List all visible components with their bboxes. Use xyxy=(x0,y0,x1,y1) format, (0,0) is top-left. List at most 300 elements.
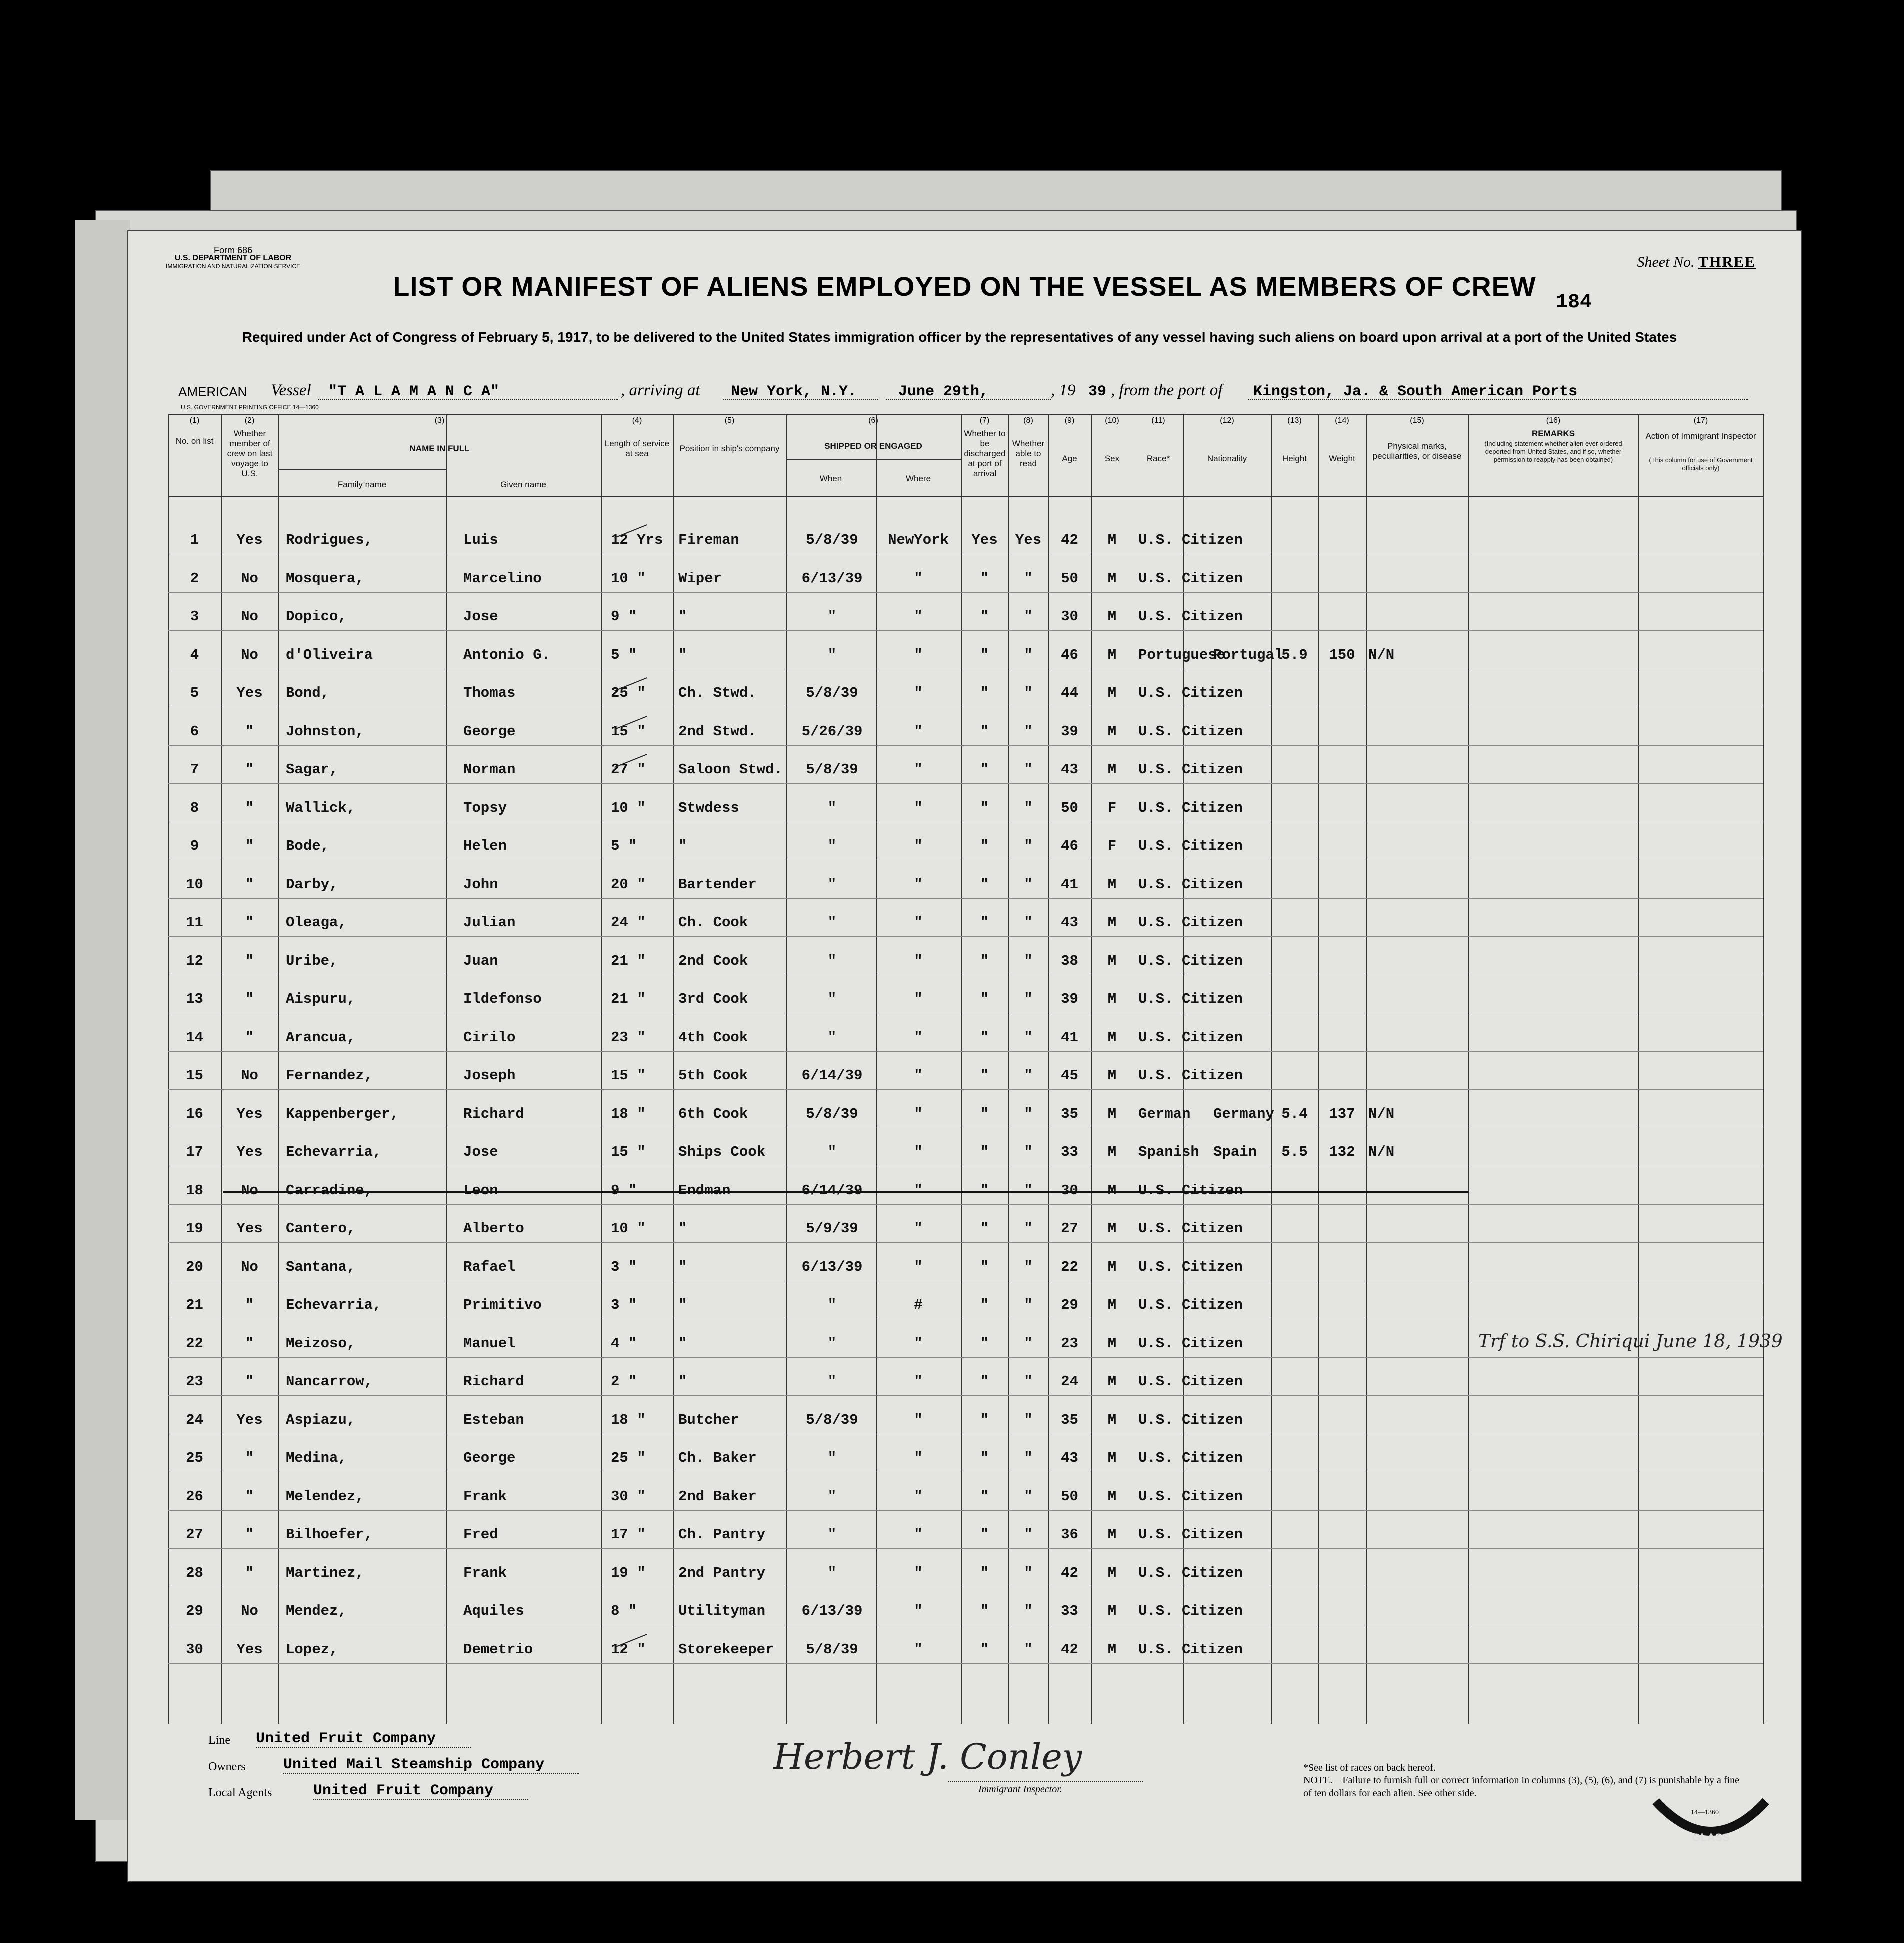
service-length: 24 " xyxy=(611,914,646,931)
family-name: d'Oliveira xyxy=(286,646,374,663)
col16-header: REMARKS xyxy=(1532,429,1575,438)
document-title: LIST OR MANIFEST OF ALIENS EMPLOYED ON THE VESSEL AS MEMBERS OF CREW xyxy=(393,272,1536,302)
col11-header: Race* xyxy=(1146,454,1170,463)
row-number: 10 xyxy=(186,876,204,893)
given-name: Richard xyxy=(464,1105,524,1122)
line-value: United Fruit Company xyxy=(256,1730,471,1748)
to-be-discharged: " xyxy=(980,1067,990,1084)
shipped-when: " xyxy=(828,1373,837,1390)
given-name: Aquiles xyxy=(464,1603,524,1619)
service-length: 18 " xyxy=(611,1411,646,1428)
position: 2nd Baker xyxy=(678,1488,757,1505)
service-length: 15 " xyxy=(611,723,646,740)
sex: F xyxy=(1108,838,1117,854)
sex: M xyxy=(1108,608,1117,625)
col7-header: Whether to be discharged at port of arrival xyxy=(964,429,1006,478)
col14-header: Weight xyxy=(1329,454,1356,463)
weight: 137 xyxy=(1329,1105,1356,1122)
sex: M xyxy=(1108,1641,1117,1658)
from-port-label: , from the port of xyxy=(1111,381,1223,399)
position: " xyxy=(678,1297,688,1313)
service-length: 23 " xyxy=(611,1029,646,1046)
age: 50 xyxy=(1061,799,1078,816)
form-number: Form 686 xyxy=(214,245,253,255)
col17-subheader: (This column for use of Government officials only) xyxy=(1649,456,1753,472)
able-to-read: " xyxy=(1024,1067,1033,1084)
position: " xyxy=(678,646,688,663)
shipped-when: 6/13/39 xyxy=(802,570,863,587)
arriving-label: , arriving at xyxy=(621,381,700,399)
age: 39 xyxy=(1061,991,1078,1007)
vessel-label: Vessel xyxy=(271,381,312,399)
shipped-when: " xyxy=(828,1144,837,1160)
able-to-read: " xyxy=(1024,1105,1033,1122)
position: Ch. Cook xyxy=(678,914,748,931)
position: Utilityman xyxy=(678,1603,766,1619)
col12-number: (12) xyxy=(1220,416,1234,425)
inspector-signature: Herbert J. Conley xyxy=(774,1736,1082,1777)
able-to-read: " xyxy=(1024,1144,1033,1160)
age: 36 xyxy=(1061,1526,1078,1543)
family-name: Mosquera, xyxy=(286,570,364,587)
to-be-discharged: " xyxy=(980,608,990,625)
col5-header: Position in ship's company xyxy=(680,444,780,453)
owners-label: Owners xyxy=(208,1760,246,1773)
race: U.S. Citizen xyxy=(1138,914,1243,931)
position: Ships Cook xyxy=(678,1144,766,1160)
shipped-where: " xyxy=(914,608,923,625)
col6-header: SHIPPED OR ENGAGED xyxy=(824,441,922,451)
given-name: Helen xyxy=(464,838,508,854)
col9-number: (9) xyxy=(1064,416,1075,425)
sex: M xyxy=(1108,646,1117,663)
sheet-number xyxy=(1637,254,1756,271)
service-length: 21 " xyxy=(611,952,646,969)
able-to-read: " xyxy=(1024,799,1033,816)
race: U.S. Citizen xyxy=(1138,1488,1243,1505)
able-to-read: " xyxy=(1024,1182,1033,1199)
able-to-read: " xyxy=(1024,685,1033,701)
given-name: Manuel xyxy=(464,1335,516,1352)
family-name: Melendez, xyxy=(286,1488,364,1505)
to-be-discharged: " xyxy=(980,838,990,854)
service-length: 15 " xyxy=(611,1067,646,1084)
race: U.S. Citizen xyxy=(1138,1182,1243,1199)
shipped-when: 5/8/39 xyxy=(806,1105,858,1122)
given-name: George xyxy=(464,1450,516,1466)
col5-number: (5) xyxy=(724,416,735,425)
sex: M xyxy=(1108,1373,1117,1390)
given-name: Frank xyxy=(464,1564,508,1581)
race: Portuguese xyxy=(1138,646,1226,663)
service-name: IMMIGRATION AND NATURALIZATION SERVICE xyxy=(166,263,301,270)
last-voyage: No xyxy=(241,1258,258,1275)
row-number: 19 xyxy=(186,1220,204,1237)
able-to-read: " xyxy=(1024,1220,1033,1237)
age: 33 xyxy=(1061,1144,1078,1160)
nationality: Spain xyxy=(1214,1144,1258,1160)
given-name: Cirilo xyxy=(464,1029,516,1046)
last-voyage: " xyxy=(245,1450,254,1466)
last-voyage: " xyxy=(245,991,254,1007)
position: Storekeeper xyxy=(678,1641,774,1658)
col16-subheader: (Including statement whether alien ever ordered deported from United States, and if so, whether permission to reapply has been obtained) xyxy=(1484,440,1622,463)
service-length: 25 " xyxy=(611,1450,646,1466)
to-be-discharged: " xyxy=(980,1488,990,1505)
manifest-sheet xyxy=(128,230,1802,1882)
position: Ch. Stwd. xyxy=(678,685,757,701)
shipped-where: " xyxy=(914,1373,923,1390)
position: Saloon Stwd. xyxy=(678,761,783,778)
able-to-read: " xyxy=(1024,1373,1033,1390)
age: 23 xyxy=(1061,1335,1078,1352)
service-length: 2 " xyxy=(611,1373,638,1390)
race: U.S. Citizen xyxy=(1138,761,1243,778)
sheet-number-label: Sheet No. xyxy=(1637,254,1695,270)
sex: M xyxy=(1108,1182,1117,1199)
sex: M xyxy=(1108,685,1117,701)
row-number: 14 xyxy=(186,1029,204,1046)
from-port: Kingston, Ja. & South American Ports xyxy=(1254,383,1578,400)
service-length: 3 " xyxy=(611,1258,638,1275)
vessel-name: "T A L A M A N C A" xyxy=(328,383,500,400)
race: U.S. Citizen xyxy=(1138,1220,1243,1237)
given-name: Rafael xyxy=(464,1258,516,1275)
service-length: 20 " xyxy=(611,876,646,893)
to-be-discharged: " xyxy=(980,1411,990,1428)
family-name: Oleaga, xyxy=(286,914,347,931)
last-voyage: " xyxy=(245,799,254,816)
last-voyage: " xyxy=(245,1526,254,1543)
shipped-where: " xyxy=(914,1067,923,1084)
shipped-when: " xyxy=(828,952,837,969)
service-length: 3 " xyxy=(611,1297,638,1313)
sex: M xyxy=(1108,570,1117,587)
able-to-read: " xyxy=(1024,1258,1033,1275)
shipped-when: " xyxy=(828,1450,837,1466)
shipped-where: " xyxy=(914,685,923,701)
to-be-discharged: " xyxy=(980,799,990,816)
age: 43 xyxy=(1061,914,1078,931)
row-number: 21 xyxy=(186,1297,204,1313)
shipped-when: " xyxy=(828,914,837,931)
sex: M xyxy=(1108,952,1117,969)
age: 24 xyxy=(1061,1373,1078,1390)
agents-value: United Fruit Company xyxy=(314,1782,528,1800)
row-divider xyxy=(168,1663,1764,1664)
row-number: 13 xyxy=(186,991,204,1007)
shipped-where: " xyxy=(914,646,923,663)
sex: M xyxy=(1108,914,1117,931)
age: 42 xyxy=(1061,1641,1078,1658)
row-divider xyxy=(168,1357,1764,1358)
row-number: 11 xyxy=(186,914,204,931)
able-to-read: " xyxy=(1024,1641,1033,1658)
physical-marks: N/N xyxy=(1368,1144,1395,1160)
race: U.S. Citizen xyxy=(1138,1450,1243,1466)
age: 38 xyxy=(1061,952,1078,969)
row-number: 17 xyxy=(186,1144,204,1160)
age: 43 xyxy=(1061,1450,1078,1466)
shipped-where: " xyxy=(914,761,923,778)
age: 42 xyxy=(1061,532,1078,548)
weight: 150 xyxy=(1329,646,1356,663)
arrival-date: June 29th, xyxy=(898,383,989,400)
shipped-when: " xyxy=(828,1029,837,1046)
row-number: 16 xyxy=(186,1105,204,1122)
transfer-remark: Trf to S.S. Chiriqui June 18, 1939 xyxy=(1478,1331,1783,1352)
to-be-discharged: " xyxy=(980,685,990,701)
age: 30 xyxy=(1061,608,1078,625)
family-name: Fernandez, xyxy=(286,1067,374,1084)
col10-number: (10) xyxy=(1105,416,1120,425)
able-to-read: " xyxy=(1024,991,1033,1007)
col13-number: (13) xyxy=(1288,416,1302,425)
last-voyage: No xyxy=(241,646,258,663)
sex: M xyxy=(1108,1297,1117,1313)
shipped-when: " xyxy=(828,1335,837,1352)
col10-header: Sex xyxy=(1104,454,1120,463)
family-name: Bilhoefer, xyxy=(286,1526,374,1543)
sex: M xyxy=(1108,723,1117,740)
agents-label: Local Agents xyxy=(208,1786,272,1799)
shipped-where: " xyxy=(914,1411,923,1428)
shipped-where: " xyxy=(914,1641,923,1658)
row-number: 7 xyxy=(190,761,200,778)
service-length: 30 " xyxy=(611,1488,646,1505)
row-divider xyxy=(168,1510,1764,1511)
last-voyage: " xyxy=(245,1488,254,1505)
binding-strip xyxy=(75,220,130,1820)
family-name: Johnston, xyxy=(286,723,364,740)
given-name: Leon xyxy=(464,1182,498,1199)
family-name: Aspiazu, xyxy=(286,1411,356,1428)
height: 5.4 xyxy=(1282,1105,1308,1122)
last-voyage: " xyxy=(245,952,254,969)
stamp-seal-icon xyxy=(1651,1791,1771,1851)
sex: M xyxy=(1108,761,1117,778)
row-divider xyxy=(168,1242,1764,1243)
crew-table xyxy=(168,414,1783,1724)
shipped-where: " xyxy=(914,1603,923,1619)
sex: F xyxy=(1108,799,1117,816)
shipped-when: " xyxy=(828,991,837,1007)
service-length: 12 Yrs xyxy=(611,532,664,548)
last-voyage: Yes xyxy=(236,1105,263,1122)
to-be-discharged: " xyxy=(980,952,990,969)
last-voyage: " xyxy=(245,1029,254,1046)
col3a-header: Family name xyxy=(338,480,387,489)
col6b-header: Where xyxy=(906,474,932,483)
given-name: Thomas xyxy=(464,685,516,701)
last-voyage: " xyxy=(245,914,254,931)
service-length: 10 " xyxy=(611,799,646,816)
physical-marks: N/N xyxy=(1368,1105,1395,1122)
position: Stwdess xyxy=(678,799,740,816)
given-name: Norman xyxy=(464,761,516,778)
races-note: *See list of races on back hereof. xyxy=(1304,1762,1436,1773)
given-name: Esteban xyxy=(464,1411,524,1428)
last-voyage: Yes xyxy=(236,1144,263,1160)
shipped-where: " xyxy=(914,799,923,816)
height: 5.9 xyxy=(1282,646,1308,663)
age: 41 xyxy=(1061,1029,1078,1046)
able-to-read: " xyxy=(1024,952,1033,969)
position: Butcher xyxy=(678,1411,740,1428)
shipped-where: " xyxy=(914,570,923,587)
shipped-when: " xyxy=(828,1488,837,1505)
able-to-read: " xyxy=(1024,1488,1033,1505)
row-number: 30 xyxy=(186,1641,204,1658)
shipped-where: " xyxy=(914,1526,923,1543)
nationality: Portugal xyxy=(1214,646,1284,663)
row-divider xyxy=(168,592,1764,593)
col7-number: (7) xyxy=(980,416,990,425)
row-number: 20 xyxy=(186,1258,204,1275)
given-name: Jose xyxy=(464,608,498,625)
form-code: 14—1360 xyxy=(1691,1809,1719,1816)
age: 27 xyxy=(1061,1220,1078,1237)
last-voyage: " xyxy=(245,1564,254,1581)
arrival-port: New York, N.Y. xyxy=(731,383,858,400)
shipped-when: " xyxy=(828,646,837,663)
age: 45 xyxy=(1061,1067,1078,1084)
shipped-when: 5/26/39 xyxy=(802,723,863,740)
position: " xyxy=(678,1373,688,1390)
col16-number: (16) xyxy=(1546,416,1561,425)
given-name: John xyxy=(464,876,498,893)
last-voyage: " xyxy=(245,1335,254,1352)
race: U.S. Citizen xyxy=(1138,991,1243,1007)
able-to-read: " xyxy=(1024,838,1033,854)
row-divider xyxy=(168,630,1764,631)
service-length: 12 " xyxy=(611,1641,646,1658)
family-name: Sagar, xyxy=(286,761,338,778)
col13-header: Height xyxy=(1282,454,1308,463)
shipped-where: " xyxy=(914,1182,923,1199)
sex: M xyxy=(1108,991,1117,1007)
able-to-read: Yes xyxy=(1015,532,1042,548)
race: U.S. Citizen xyxy=(1138,799,1243,816)
shipped-where: " xyxy=(914,838,923,854)
able-to-read: " xyxy=(1024,1526,1033,1543)
position: 4th Cook xyxy=(678,1029,748,1046)
family-name: Aispuru, xyxy=(286,991,356,1007)
position: 6th Cook xyxy=(678,1105,748,1122)
row-number: 18 xyxy=(186,1182,204,1199)
family-name: Rodrigues, xyxy=(286,532,374,548)
given-name: Topsy xyxy=(464,799,508,816)
last-voyage: Yes xyxy=(236,1220,263,1237)
row-number: 1 xyxy=(190,532,200,548)
sex: M xyxy=(1108,1564,1117,1581)
col3-number: (3) xyxy=(434,416,445,425)
position: 2nd Cook xyxy=(678,952,748,969)
last-voyage: Yes xyxy=(236,1641,263,1658)
family-name: Nancarrow, xyxy=(286,1373,374,1390)
col8-number: (8) xyxy=(1024,416,1034,425)
race: U.S. Citizen xyxy=(1138,1564,1243,1581)
row-number: 29 xyxy=(186,1603,204,1619)
col14-number: (14) xyxy=(1335,416,1350,425)
vessel-info-line xyxy=(178,381,1771,405)
row-number: 27 xyxy=(186,1526,204,1543)
race: U.S. Citizen xyxy=(1138,723,1243,740)
sex: M xyxy=(1108,1450,1117,1466)
service-length: 15 " xyxy=(611,1144,646,1160)
owners-value: United Mail Steamship Company xyxy=(284,1756,580,1774)
given-name: Antonio G. xyxy=(464,646,551,663)
given-name: George xyxy=(464,723,516,740)
position: " xyxy=(678,1258,688,1275)
row-divider xyxy=(168,1051,1764,1052)
shipped-when: 5/8/39 xyxy=(806,1411,858,1428)
family-name: Dopico, xyxy=(286,608,347,625)
col15-header: Physical marks, peculiarities, or disease xyxy=(1372,441,1462,461)
nationality: Germany xyxy=(1214,1105,1274,1122)
able-to-read: " xyxy=(1024,1411,1033,1428)
row-number: 25 xyxy=(186,1450,204,1466)
service-length: 9 " xyxy=(611,1182,638,1199)
to-be-discharged: " xyxy=(980,991,990,1007)
last-voyage: No xyxy=(241,1603,258,1619)
race: U.S. Citizen xyxy=(1138,1526,1243,1543)
service-length: 21 " xyxy=(611,991,646,1007)
position: Endman xyxy=(678,1182,731,1199)
form-identifier xyxy=(166,246,300,270)
col4-number: (4) xyxy=(632,416,642,425)
position: " xyxy=(678,1220,688,1237)
position: Bartender xyxy=(678,876,757,893)
shipped-when: " xyxy=(828,876,837,893)
able-to-read: " xyxy=(1024,570,1033,587)
row-number: 9 xyxy=(190,838,200,854)
service-length: 5 " xyxy=(611,646,638,663)
svg-text:GLASS: GLASS xyxy=(1692,1831,1730,1844)
service-length: 5 " xyxy=(611,838,638,854)
fine-note: NOTE.—Failure to furnish full or correct information in columns (3), (5), (6), and (7) is punishable by a fine of ten dollars for each alien. See other side. xyxy=(1304,1775,1740,1799)
to-be-discharged: " xyxy=(980,1564,990,1581)
shipped-where: " xyxy=(914,723,923,740)
to-be-discharged: " xyxy=(980,646,990,663)
given-name: Fred xyxy=(464,1526,498,1543)
race: U.S. Citizen xyxy=(1138,608,1243,625)
sex: M xyxy=(1108,532,1117,548)
last-voyage: Yes xyxy=(236,685,263,701)
position: Fireman xyxy=(678,532,740,548)
race: U.S. Citizen xyxy=(1138,1641,1243,1658)
row-divider xyxy=(168,1204,1764,1205)
col6-number: (6) xyxy=(868,416,878,425)
race: Spanish xyxy=(1138,1144,1200,1160)
to-be-discharged: " xyxy=(980,1144,990,1160)
col1-header: No. on list xyxy=(176,436,214,446)
able-to-read: " xyxy=(1024,646,1033,663)
sex: M xyxy=(1108,1526,1117,1543)
sex: M xyxy=(1108,1029,1117,1046)
sheet-number-value: THREE xyxy=(1698,254,1756,270)
position: " xyxy=(678,608,688,625)
family-name: Uribe, xyxy=(286,952,338,969)
shipped-when: 6/13/39 xyxy=(802,1258,863,1275)
shipped-where: " xyxy=(914,1144,923,1160)
row-number: 6 xyxy=(190,723,200,740)
shipped-where: " xyxy=(914,1258,923,1275)
sex: M xyxy=(1108,1105,1117,1122)
to-be-discharged: " xyxy=(980,876,990,893)
family-name: Bond, xyxy=(286,685,330,701)
arrival-year: 39 xyxy=(1088,383,1107,400)
